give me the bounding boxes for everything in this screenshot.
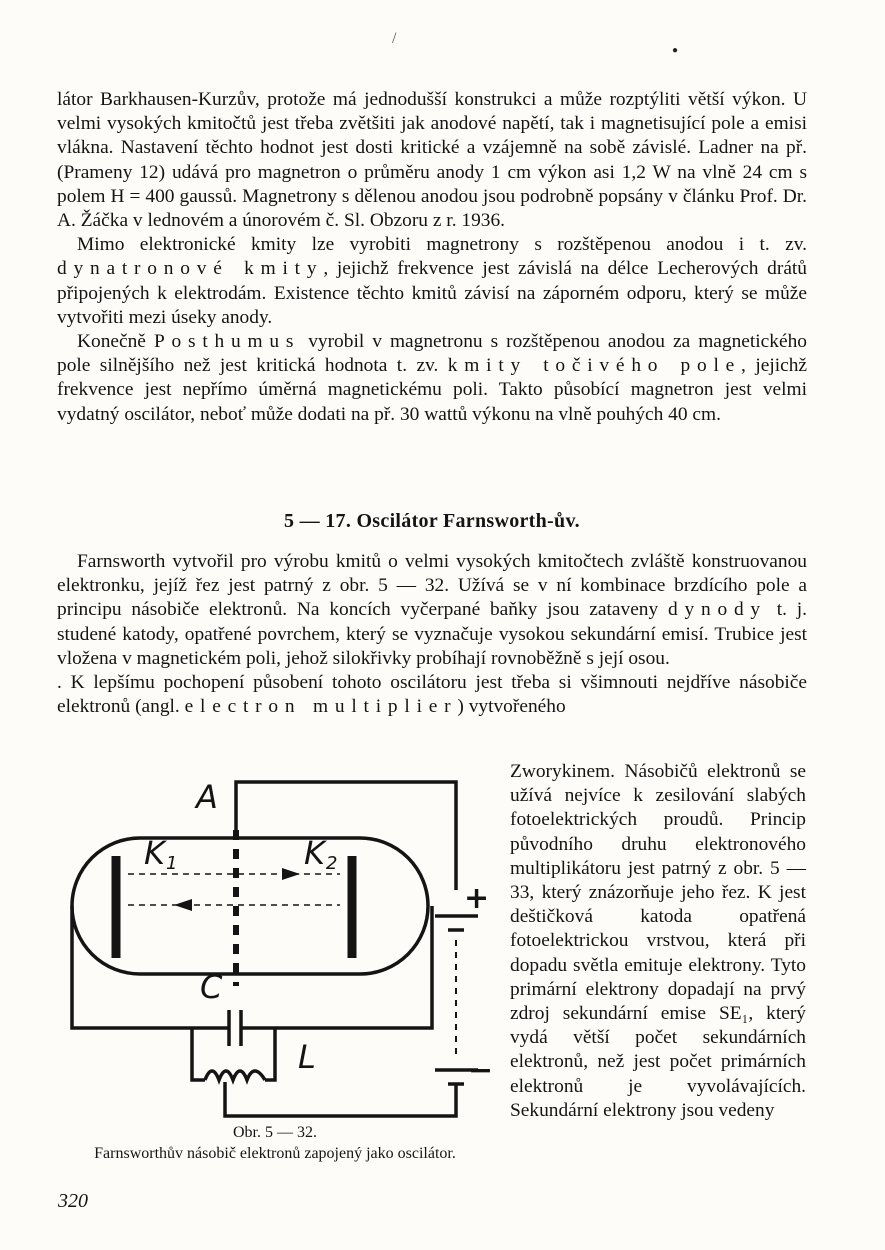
p4-part-b: t. j. studené katody, opatřené povrchem, který se vyznačuje vysokou sekundární emisí. Trubice jest vložena v magnetickém poli, jehož silokřivky probíhají rovnoběžně s její osou. <box>57 599 807 669</box>
p2-part-b: , jejichž frekvence jest závislá na délce Lecherových drátů připojených k elektrodám. Existence těchto kmitů závisí na záporném odporu, který se může vytvořiti mezi úseky anody. <box>57 258 808 328</box>
p5-part-b: ) vytvořeného <box>457 696 566 718</box>
p3-part-b: vyrobil v magnetronu s rozštěpenou anodou za magnetického pole silnějšího než jest kritická hodnota t. zv. <box>57 331 807 377</box>
minus-sign: − <box>468 1053 494 1088</box>
p4-spaced-term: dynody <box>668 599 767 621</box>
p3-part-a: Konečně <box>77 331 154 353</box>
label-k1-sub: 1 <box>166 853 178 874</box>
label-l: L <box>298 1038 316 1076</box>
p2-part-a: Mimo elektronické kmity lze vyrobiti magnetrony s rozštěpenou anodou i t. zv. <box>77 234 807 256</box>
lower-text-block <box>57 550 807 719</box>
p5-part-a: . K lepšímu pochopení působení tohoto oscilátoru jest třeba si všimnouti nejdříve násobiče elektronů (angl. <box>57 672 807 718</box>
dot-mark: ● <box>672 45 679 56</box>
circuit-diagram <box>60 770 500 1150</box>
label-k2: K <box>304 834 325 872</box>
arrow-left-icon <box>174 899 192 911</box>
figure-number: Obr. 5 — 32. <box>233 1124 317 1141</box>
anode-wire <box>236 782 456 890</box>
right-column-text <box>510 760 806 1123</box>
inductor-coil <box>205 1071 265 1080</box>
paragraph-2 <box>57 233 807 330</box>
label-a: A <box>196 778 218 816</box>
section-heading: 5 — 17. Oscilátor Farnsworth-ův. <box>284 510 580 532</box>
p5-spaced-term: electron multiplier <box>184 696 458 718</box>
p4-part-a: Farnsworth vytvořil pro výrobu kmitů o velmi vysokých kmitočtech zvláště konstruovanou elektronku, jejíž řez jest patrný z obr. 5 — 32. Užívá se v ní kombinace brzdícího pole a principu násobiče elektronů. Na koncích vyčerpané baňky jsou zataveny <box>57 551 807 621</box>
arrow-right-icon <box>282 868 300 880</box>
tube-envelope <box>72 838 428 974</box>
paragraph-1: látor Barkhausen-Kurzův, protože má jednodušší konstrukci a může rozptýliti větší výkon. U velmi vysokých kmitočtů jest třeba zvětšiti jak anodové napětí, tak i magnetisující pole a emisi vlákna. Nastavení těchto hodnot jest dosti kritické a vzájemně na sobě závislé. Ladner na př. (Prameny 12) udává pro magnetron o průměru anody 1 cm výkon asi 1,2 W na vlně 24 cm s polem H = 400 gaussů. Magnetrony s dělenou anodou jsou podrobně popsány v článku Prof. Dr. A. Žáčka v lednovém a únorovém č. Sl. Obzoru z r. 1936. <box>57 89 807 232</box>
paragraph-5 <box>57 671 807 719</box>
inductor-loop <box>192 1028 275 1080</box>
right-column-paragraph: Zworykinem. Násobičů elektronů se užívá nejvíce k zesilování slabých fotoelektrických proudů. Princip původního druhu elektronového multiplikátoru jest patrný z obr. 5 — 33, který znázorňuje jeho řez. K jest deštičková katoda opatřená fotoelektrickou vrstvou, která při dopadu světla emituje elektrony. Tyto primární elektrony dopadají na prvý zdroj sekundární emise SE₁, který vydá větší počet sekundárních elektronů, než jest počet primárních elektronů je vyvolávajících. Sekundární elektrony jsou vedeny <box>510 761 806 1121</box>
page-number: 320 <box>58 1190 88 1212</box>
p2-spaced-term: dynatronové kmity <box>57 258 324 280</box>
p3-spaced-name: Posthumus <box>153 331 301 353</box>
label-c: C <box>200 968 223 1006</box>
p3-part-c: , jejichž frekvence jest nepřímo úměrná magnetickému poli. Takto působící magnetron jest velmi vydatný oscilátor, neboť může dodati na př. 30 wattů výkonu na vlně pouhých 40 cm. <box>57 355 807 425</box>
battery-wire <box>225 1082 456 1116</box>
label-k1: K <box>144 834 165 872</box>
top-text-block <box>57 88 807 427</box>
p3-spaced-term: kmity točivého pole <box>447 355 742 377</box>
left-wire <box>72 906 192 1028</box>
plus-sign: + <box>464 881 490 916</box>
pencil-mark: / <box>392 30 397 47</box>
paragraph-3 <box>57 330 807 427</box>
paragraph-4 <box>57 550 807 671</box>
figure-caption: Farnsworthův násobič elektronů zapojený jako oscilátor. <box>94 1145 456 1162</box>
label-k2-sub: 2 <box>326 853 338 874</box>
